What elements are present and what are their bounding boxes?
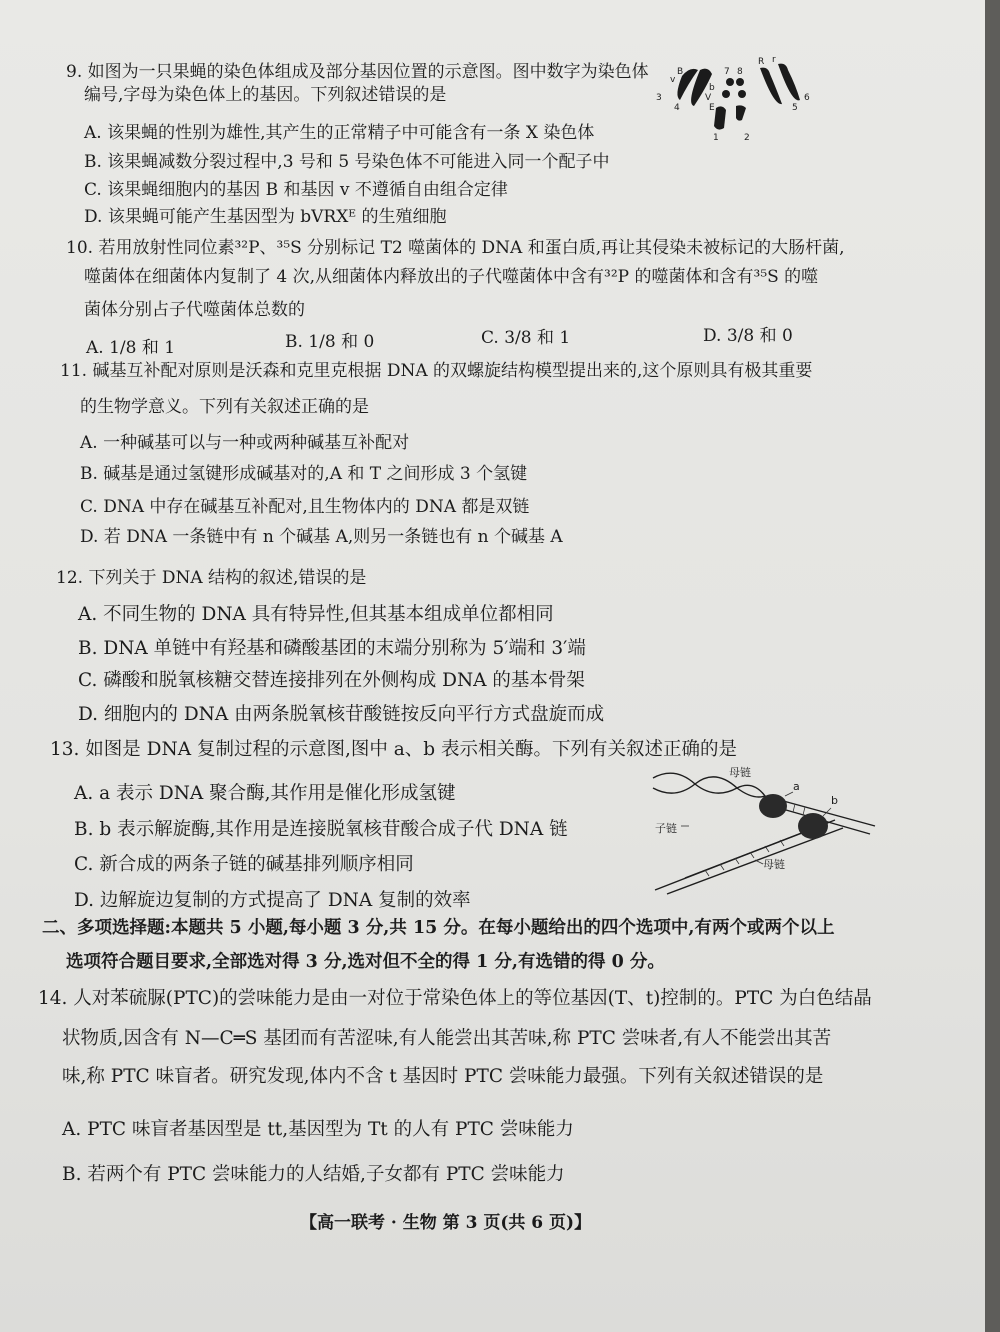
page-footer: 【高一联考 · 生物 第 3 页(共 6 页)】 bbox=[300, 1213, 592, 1233]
dna-replication-figure bbox=[645, 758, 880, 898]
chromosome-5-label: 5 bbox=[792, 103, 798, 113]
gene-label-B: B bbox=[677, 67, 684, 77]
chromosome-8-label: 8 bbox=[737, 67, 743, 77]
chromosome-4-label: 4 bbox=[674, 103, 680, 113]
q9-option-d: D. 该果蝇可能产生基因型为 bVRXᴱ 的生殖细胞 bbox=[84, 207, 447, 227]
chromosome-6-label: 6 bbox=[804, 93, 810, 103]
q11-option-b: B. 碱基是通过氢键形成碱基对的,A 和 T 之间形成 3 个氢键 bbox=[80, 464, 528, 484]
gene-label-b: b bbox=[709, 83, 715, 93]
q14-stem-line3: 味,称 PTC 味盲者。研究发现,体内不含 t 基因时 PTC 尝味能力最强。下列有关叙述错误的是 bbox=[62, 1066, 824, 1087]
gene-label-E: E bbox=[709, 103, 715, 113]
enzyme-a-blob bbox=[759, 794, 787, 818]
chromosome-3-label: 3 bbox=[656, 93, 662, 103]
gene-label-r: r bbox=[772, 55, 776, 65]
q12-option-b: B. DNA 单链中有羟基和磷酸基团的末端分别称为 5′端和 3′端 bbox=[78, 638, 586, 659]
chromosome-7-label: 7 bbox=[724, 67, 730, 77]
q9-option-a: A. 该果蝇的性别为雄性,其产生的正常精子中可能含有一条 X 染色体 bbox=[84, 123, 595, 143]
q9-option-c: C. 该果蝇细胞内的基因 B 和基因 v 不遵循自由组合定律 bbox=[84, 180, 508, 200]
q12-option-a: A. 不同生物的 DNA 具有特异性,但其基本组成单位都相同 bbox=[78, 604, 554, 625]
label-enzyme-a: a bbox=[793, 780, 800, 793]
q10-stem-line1: 10. 若用放射性同位素³²P、³⁵S 分别标记 T2 噬菌体的 DNA 和蛋白质,再让其侵染未被标记的大肠杆菌, bbox=[66, 238, 845, 258]
label-enzyme-b: b bbox=[831, 794, 838, 807]
q10-option-a: A. 1/8 和 1 bbox=[86, 338, 176, 358]
chromosome-figure bbox=[650, 48, 820, 148]
q11-option-c: C. DNA 中存在碱基互补配对,且生物体内的 DNA 都是双链 bbox=[80, 497, 530, 517]
q13-option-d: D. 边解旋边复制的方式提高了 DNA 复制的效率 bbox=[74, 890, 471, 911]
q10-option-b: B. 1/8 和 0 bbox=[285, 332, 375, 352]
q14-option-a: A. PTC 味盲者基因型是 tt,基因型为 Tt 的人有 PTC 尝味能力 bbox=[62, 1119, 574, 1140]
gene-label-v: v bbox=[670, 75, 676, 85]
gene-label-V: V bbox=[705, 93, 712, 103]
q12-option-d: D. 细胞内的 DNA 由两条脱氧核苷酸链按反向平行方式盘旋而成 bbox=[78, 704, 605, 725]
gene-label-R: R bbox=[758, 57, 765, 67]
q14-option-b: B. 若两个有 PTC 尝味能力的人结婚,子女都有 PTC 尝味能力 bbox=[62, 1164, 565, 1185]
label-parent-strand-top: 母链 bbox=[729, 766, 751, 779]
q13-option-b: B. b 表示解旋酶,其作用是连接脱氧核苷酸合成子代 DNA 链 bbox=[74, 819, 568, 840]
q14-stem-line2: 状物质,因含有 N—C═S 基团而有苦涩味,有人能尝出其苦味,称 PTC 尝味者,有人不能尝出其苦 bbox=[62, 1028, 832, 1049]
section2-instructions-line1: 二、多项选择题:本题共 5 小题,每小题 3 分,共 15 分。在每小题给出的四个选项中,有两个或两个以上 bbox=[42, 918, 835, 938]
q13-stem: 13. 如图是 DNA 复制过程的示意图,图中 a、b 表示相关酶。下列有关叙述正确的是 bbox=[50, 739, 737, 760]
enzyme-b-blob bbox=[798, 813, 828, 839]
label-daughter-strand: 子链 bbox=[655, 822, 677, 835]
q10-option-d: D. 3/8 和 0 bbox=[703, 326, 793, 346]
q10-option-c: C. 3/8 和 1 bbox=[481, 328, 571, 348]
q9-stem-line1: 9. 如图为一只果蝇的染色体组成及部分基因位置的示意图。图中数字为染色体 bbox=[66, 62, 649, 82]
q14-stem-line1: 14. 人对苯硫脲(PTC)的尝味能力是由一对位于常染色体上的等位基因(T、t)控制的。PTC 为白色结晶 bbox=[38, 988, 872, 1009]
q12-option-c: C. 磷酸和脱氧核糖交替连接排列在外侧构成 DNA 的基本骨架 bbox=[78, 670, 585, 691]
q9-stem-line2: 编号,字母为染色体上的基因。下列叙述错误的是 bbox=[84, 85, 447, 105]
q13-option-c: C. 新合成的两条子链的碱基排列顺序相同 bbox=[74, 854, 414, 875]
q10-stem-line2: 噬菌体在细菌体内复制了 4 次,从细菌体内释放出的子代噬菌体中含有³²P 的噬菌体和含有³⁵S 的噬 bbox=[84, 267, 819, 287]
q12-stem: 12. 下列关于 DNA 结构的叙述,错误的是 bbox=[56, 568, 367, 588]
q10-stem-line3: 菌体分别占子代噬菌体总数的 bbox=[84, 300, 305, 320]
q11-option-a: A. 一种碱基可以与一种或两种碱基互补配对 bbox=[80, 433, 410, 453]
chromosome-2-label: 2 bbox=[744, 133, 750, 143]
section2-instructions-line2: 选项符合题目要求,全部选对得 3 分,选对但不全的得 1 分,有选错的得 0 分。 bbox=[66, 952, 665, 972]
q13-option-a: A. a 表示 DNA 聚合酶,其作用是催化形成氢键 bbox=[74, 783, 456, 804]
q11-stem-line1: 11. 碱基互补配对原则是沃森和克里克根据 DNA 的双螺旋结构模型提出来的,这个原则具有极其重要 bbox=[60, 361, 813, 381]
q11-option-d: D. 若 DNA 一条链中有 n 个碱基 A,则另一条链也有 n 个碱基 A bbox=[80, 527, 563, 547]
q9-option-b: B. 该果蝇减数分裂过程中,3 号和 5 号染色体不可能进入同一个配子中 bbox=[84, 152, 610, 172]
chromosome-1-label: 1 bbox=[713, 133, 719, 143]
label-parent-strand-bottom: 母链 bbox=[763, 858, 785, 871]
table-edge bbox=[985, 0, 1000, 1332]
q11-stem-line2: 的生物学意义。下列有关叙述正确的是 bbox=[80, 397, 369, 417]
